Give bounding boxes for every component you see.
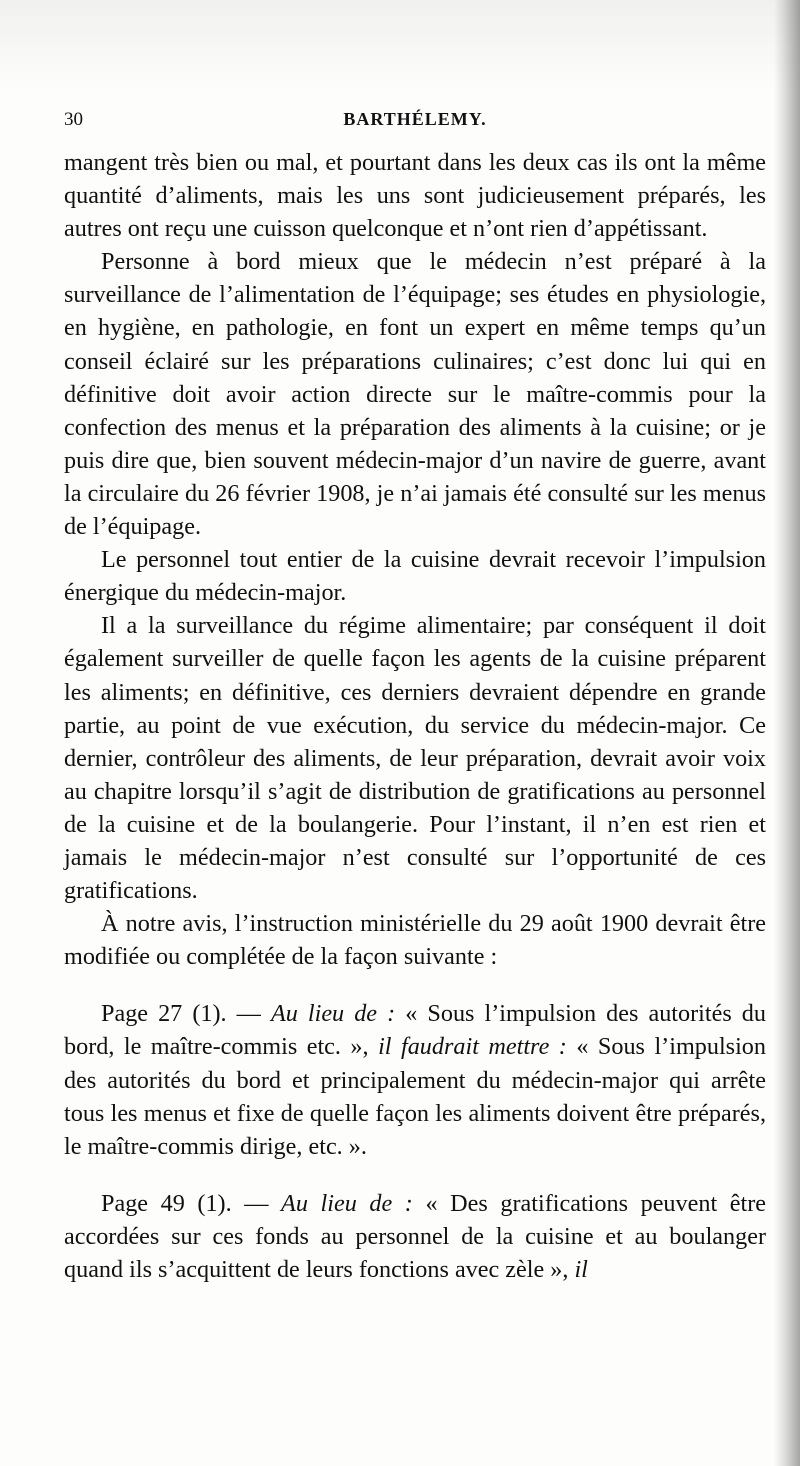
amendment-connector: il: [574, 1256, 588, 1283]
body-text: [64, 146, 766, 1286]
amendment-page-ref: Page 49 (1). —: [101, 1189, 269, 1217]
page-header: [64, 109, 766, 135]
amendment-original: « Des gratifications peuvent être accordées sur ces fonds au personnel de la cuisine et au boulanger quand ils s’acquittent de leurs fonctions avec zèle »,: [64, 1189, 767, 1283]
amendment-page-ref: Page 27 (1). —: [101, 1000, 261, 1028]
amendment-connector: il faudrait mettre :: [378, 1033, 567, 1061]
amendment-replacement: « Sous l’impulsion des autorités du bord et principalement du médecin-major qui arrête tous les menus et fixe de quelle façon les aliments doivent être préparés, le maître-commis dirige, etc. ».: [64, 1033, 766, 1160]
paragraph: À notre avis, l’instruction ministérielle du 29 août 1900 devrait être modifiée ou complétée de la façon suivante :: [64, 910, 766, 971]
scan-shadow-right: [774, 0, 800, 1466]
paragraph: Il a la surveillance du régime alimentaire; par conséquent il doit également surveiller de quelle façon les agents de la cuisine préparent les aliments; en définitive, ces derniers devraient dépendre en grande partie, au point de vue exécution, du service du médecin-major. Ce dernier, contrôleur des aliments, de leur préparation, devrait avoir voix au chapitre lorsqu’il s’agit de distribution de gratifications au personnel de la cuisine et de la boulangerie. Pour l’instant, il n’en est rien et jamais le médecin-major n’est consulté sur l’opportunité de ces gratifications.: [64, 612, 766, 905]
scan-shadow-top: [0, 0, 800, 90]
paragraph-continued: mangent très bien ou mal, et pourtant dans les deux cas ils ont la même quantité d’aliments, mais les uns sont judicieusement préparés, les autres ont reçu une cuisson quelconque et n’ont rien d’appétissant.: [64, 149, 766, 243]
paragraph: Personne à bord mieux que le médecin n’est préparé à la surveillance de l’alimentation de l’équipage; ses études en physiologie, en hygiène, en pathologie, en font un expert en même temps qu’un conseil éclairé sur les préparations culinaires; c’est donc lui qui en définitive doit avoir action directe sur le maître-commis pour la confection des menus et la préparation des aliments à la cuisine; or je puis dire que, bien souvent médecin-major d’un navire de guerre, avant la circulaire du 26 février 1908, je n’ai jamais été consulté sur les menus de l’équipage.: [64, 248, 766, 541]
page-number: 30: [64, 109, 83, 130]
amendment-paragraph: [64, 997, 766, 1162]
amendment-original: « Sous l’impulsion des autorités du bord, le maître-commis etc. »,: [64, 1000, 766, 1061]
amendment-lead: Au lieu de :: [270, 1000, 396, 1028]
amendment-lead: Au lieu de :: [281, 1189, 413, 1217]
running-head: BARTHÉLEMY.: [343, 109, 487, 129]
amendment-paragraph: [64, 1187, 766, 1286]
paragraph: Le personnel tout entier de la cuisine devrait recevoir l’impulsion énergique du médecin-major.: [64, 546, 766, 607]
